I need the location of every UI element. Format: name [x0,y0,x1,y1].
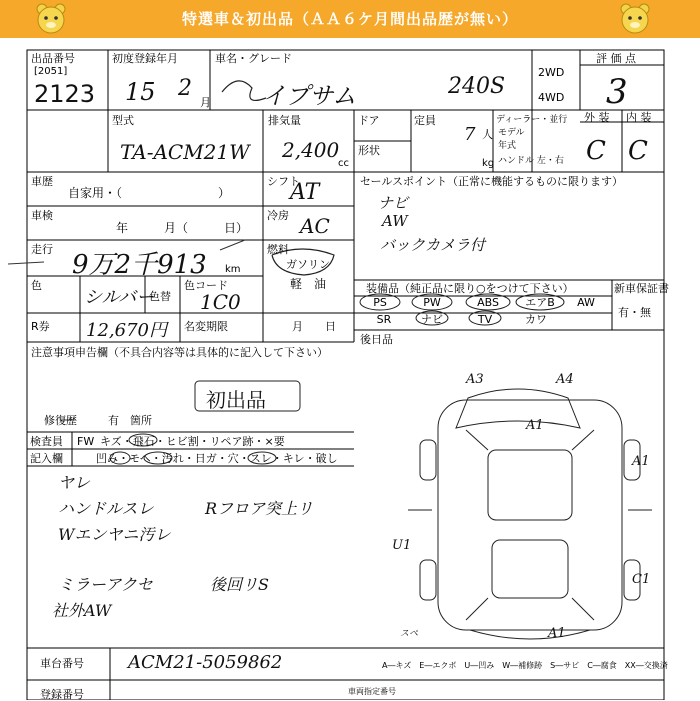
color-code-label: 色コード [184,279,228,292]
lot-sub: [2051] [34,66,68,77]
equip-tv: TV [477,313,493,326]
name-grade-label: 車名・グレード [215,52,292,65]
diagram-mark-a1-bottom: A1 [548,626,566,641]
equip-abs: ABS [477,296,499,309]
fuel-petrol: ガソリン [286,258,330,271]
diagram-mark-a1-right: A1 [632,454,650,469]
remark-left-3: Wエンヤニ汚レ [58,525,171,544]
remark-right-1: Rフロア突上リ [205,499,314,518]
remark-left-1: ヤレ [58,473,90,492]
month-unit: 月 [200,96,211,109]
cc-unit: cc [338,158,349,169]
exterior-grade: C [586,136,606,166]
mileage-label: 走行 [31,243,53,256]
grade: 240S [448,74,506,99]
color-value: シルバー [84,287,155,308]
color-label: 色 [31,279,42,292]
km-unit: km [225,264,241,275]
model-label: モデル [498,128,525,138]
equipment-title: 装備品（純正品に限り○をつけて下さい） [366,282,574,295]
remark-left-4: ミラーアクセ [58,575,153,594]
kg-unit: kg [482,158,495,169]
ac-value: AC [300,214,330,238]
fuel-label: 燃料 [267,243,289,256]
r-ticket-label: R券 [31,320,50,333]
shift-label: シフト [267,175,300,188]
equip-airbag: エアB [525,296,555,309]
capacity: 7 [464,124,476,145]
repair-label: 修復歴 [44,414,77,427]
score-label: 評 価 点 [596,52,636,65]
shape-label: 形状 [358,144,380,157]
interior-label: 内 装 [626,111,652,124]
displacement-label: 排気量 [268,114,301,127]
usage-value: 自家用・（ ） [68,186,231,200]
year-label: 年式 [498,141,517,151]
banner-title: 特選車＆初出品（ＡＡ６ケ月間出品歴が無い） [181,10,518,28]
dealer-label: ディーラー・並行 [496,115,568,125]
remark-left-2: ハンドルスレ [58,499,154,518]
fw-label: FW [77,435,95,448]
name-change-label: 名変期限 [184,320,228,333]
type-value: TA-ACM21W [120,140,250,164]
type-label: 型式 [112,114,134,127]
sales-item-3: バックカメラ付 [380,236,486,254]
reg-year: 15 [125,78,156,106]
4wd-label: 4WD [538,91,565,104]
ac-label: 冷房 [267,209,289,222]
shift-value: AT [290,180,320,205]
remark-right-2: 後回リS [210,575,269,594]
diagram-mark-a3: A3 [466,372,484,387]
diagram-mark-a4: A4 [556,372,574,387]
remark-left-5: 社外AW [52,601,112,620]
score: 3 [606,72,628,112]
equip-leather: カワ [525,313,547,326]
sales-item-1: ナビ [378,194,409,212]
sales-points-title: セールスポイント（正常に機能するものに限ります） [360,175,624,188]
registration-label: 登録番号 [40,688,84,701]
diagram-mark-u1: U1 [392,538,412,553]
displacement-value: 2,400 [282,138,340,162]
back-seat-label: 後日品 [360,333,393,346]
door-label: ドア [358,114,380,127]
equip-navi: ナビ [421,313,443,326]
handle-label: ハンドル 左・右 [498,156,564,166]
entry-label: 記入欄 [30,452,63,465]
capacity-unit: 人 [482,128,493,141]
2wd-label: 2WD [538,66,565,79]
vehicle-designation-label: 車両指定番号 [348,687,396,696]
repair-value: 有 [108,414,119,427]
chassis-label: 車台番号 [40,657,84,670]
lot-number-label: 出品番号 [31,52,75,65]
equip-pw: PW [423,296,441,309]
reg-month: 2 [178,76,192,101]
capacity-label: 定員 [414,114,436,127]
inspection-label: 車検 [31,209,53,222]
model-name: イプサム [262,82,357,110]
color-change-label: 色替 [149,290,171,303]
inspector-line2: 凹み・モヘ・汚れ・日ガ・穴・スレ・キレ・破し [96,452,338,465]
sales-item-2: AW [382,212,408,230]
color-code-value: 1C0 [200,290,241,314]
first-listing-stamp: 初出品 [206,388,266,412]
first-reg-label: 初度登録年月 [112,52,178,65]
new-warranty-label: 新車保証書 [614,282,669,295]
equip-aw: AW [577,296,595,309]
damage-legend: A―キズ E―エクボ U―凹み W―補修跡 S―サビ C―腐食 XX―交換済 [382,661,668,670]
inspector-label: 検査員 [30,435,63,448]
notes-title: 注意事項申告欄（不具合内容等は具体的に記入して下さい） [31,346,328,359]
mileage-value: 9万2千913 [72,250,207,280]
r-ticket-value: 12,670円 [86,320,167,341]
diagram-mark-a1-top: A1 [526,418,544,433]
interior-grade: C [628,136,648,166]
warranty-value: 有・無 [618,306,651,319]
chassis-value: ACM21-5059862 [128,652,283,673]
equip-sr: SR [376,313,392,326]
inspection-value: 年 月（ 日） [116,221,249,235]
diagram-mark-c1: C1 [632,572,651,587]
equip-ps: PS [373,296,387,309]
fuel-diesel: 軽 油 [290,277,327,291]
repair-where: 箇所 [130,414,152,427]
inspector-line1: キズ・飛石・ヒビ割・リペア跡・×要 [100,435,285,448]
name-change-value: 月 日 [292,320,336,333]
diagram-mark-spare: スペ [400,629,419,639]
exterior-label: 外 装 [584,111,610,124]
usage-label: 車歴 [31,175,53,188]
lot-number: 2123 [34,80,96,108]
